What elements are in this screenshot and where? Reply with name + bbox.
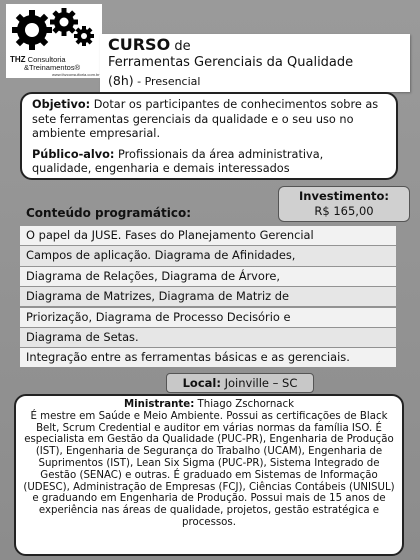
- course-de: de: [170, 39, 191, 54]
- content-row: Diagrama de Relações, Diagrama de Árvore,: [20, 267, 396, 286]
- investment-value: R$ 165,00: [314, 204, 374, 218]
- company-url: www.thzconsultoria.com.br: [52, 72, 100, 77]
- content-row: Diagrama de Matrizes, Diagrama de Matriz de: [20, 287, 396, 306]
- course-hours: (8h): [108, 73, 134, 88]
- company-logo: [6, 4, 102, 78]
- instructor-name: Thiago Zschornack: [194, 399, 295, 410]
- audience-label: Público-alvo:: [32, 147, 115, 161]
- instructor-heading: [20, 399, 398, 411]
- audience-paragraph: [32, 148, 386, 177]
- content-title: Conteúdo programático:: [26, 206, 191, 220]
- company-name-rest: Consultoria: [25, 55, 66, 64]
- instructor-label: Ministrante:: [123, 399, 195, 410]
- objective-box: [20, 92, 398, 180]
- content-row: Diagrama de Setas.: [20, 328, 396, 347]
- location-value: Joinville – SC: [220, 376, 298, 390]
- location-badge: [166, 373, 314, 393]
- content-row: Integração entre as ferramentas básicas e as gerenciais.: [20, 348, 396, 367]
- instructor-bio: É mestre em Saúde e Meio Ambiente. Possui as certificações de Black Belt, Scrum Credential e auditor em várias normas da família ISO. É especialista em Gestão da Qualidade (PUC-PR), Engenharia de Produção (IST), Engenharia de Segurança do Trabalho (UCAM), Engenharia de Suprimentos (IST), Lean Six Sigma (PUC-PR), Sistema Integrado de Gestão (SENAC) e outras. É graduado em Sistemas de Informação (UDESC), Administração de Empresas (FCJ), Ciências Contábeis (UNISUL) e graduando em Engenharia de Produção. Possui mais de 15 anos de experiência nas áreas de qualidade, projetos, gestão estratégica e processos.: [23, 410, 395, 528]
- audience-text: Profissionais da área administrativa, qualidade, engenharia e demais interessados: [32, 147, 324, 175]
- objective-text: Dotar os participantes de conhecimentos sobre as sete ferramentas gerenciais da qualidade e o seu uso no ambiente empresarial.: [32, 98, 379, 140]
- course-title-box: [100, 34, 410, 92]
- content-row: Campos de aplicação. Diagrama de Afinidades,: [20, 246, 396, 265]
- instructor-box: [14, 394, 404, 556]
- course-mode: - Presencial: [133, 75, 201, 88]
- investment-badge: [278, 186, 410, 222]
- location-label: Local:: [182, 376, 221, 390]
- objective-label: Objetivo:: [32, 98, 91, 111]
- gears-icon: [12, 6, 96, 56]
- course-label: CURSO: [108, 35, 171, 54]
- company-name-line2: &Treinamentos®: [24, 63, 81, 72]
- course-duration: [108, 72, 200, 90]
- course-title-line1: [108, 36, 191, 56]
- course-name: Ferramentas Gerenciais da Qualidade: [108, 55, 354, 70]
- content-row: Priorização, Diagrama de Processo Decisório e: [20, 308, 396, 327]
- company-name: [10, 56, 80, 72]
- objective-paragraph: [32, 98, 386, 142]
- content-row: O papel da JUSE. Fases do Planejamento Gerencial: [20, 226, 396, 245]
- content-list: [20, 226, 396, 369]
- company-name-bold: THZ: [10, 55, 26, 64]
- investment-label: Investimento:: [298, 189, 389, 203]
